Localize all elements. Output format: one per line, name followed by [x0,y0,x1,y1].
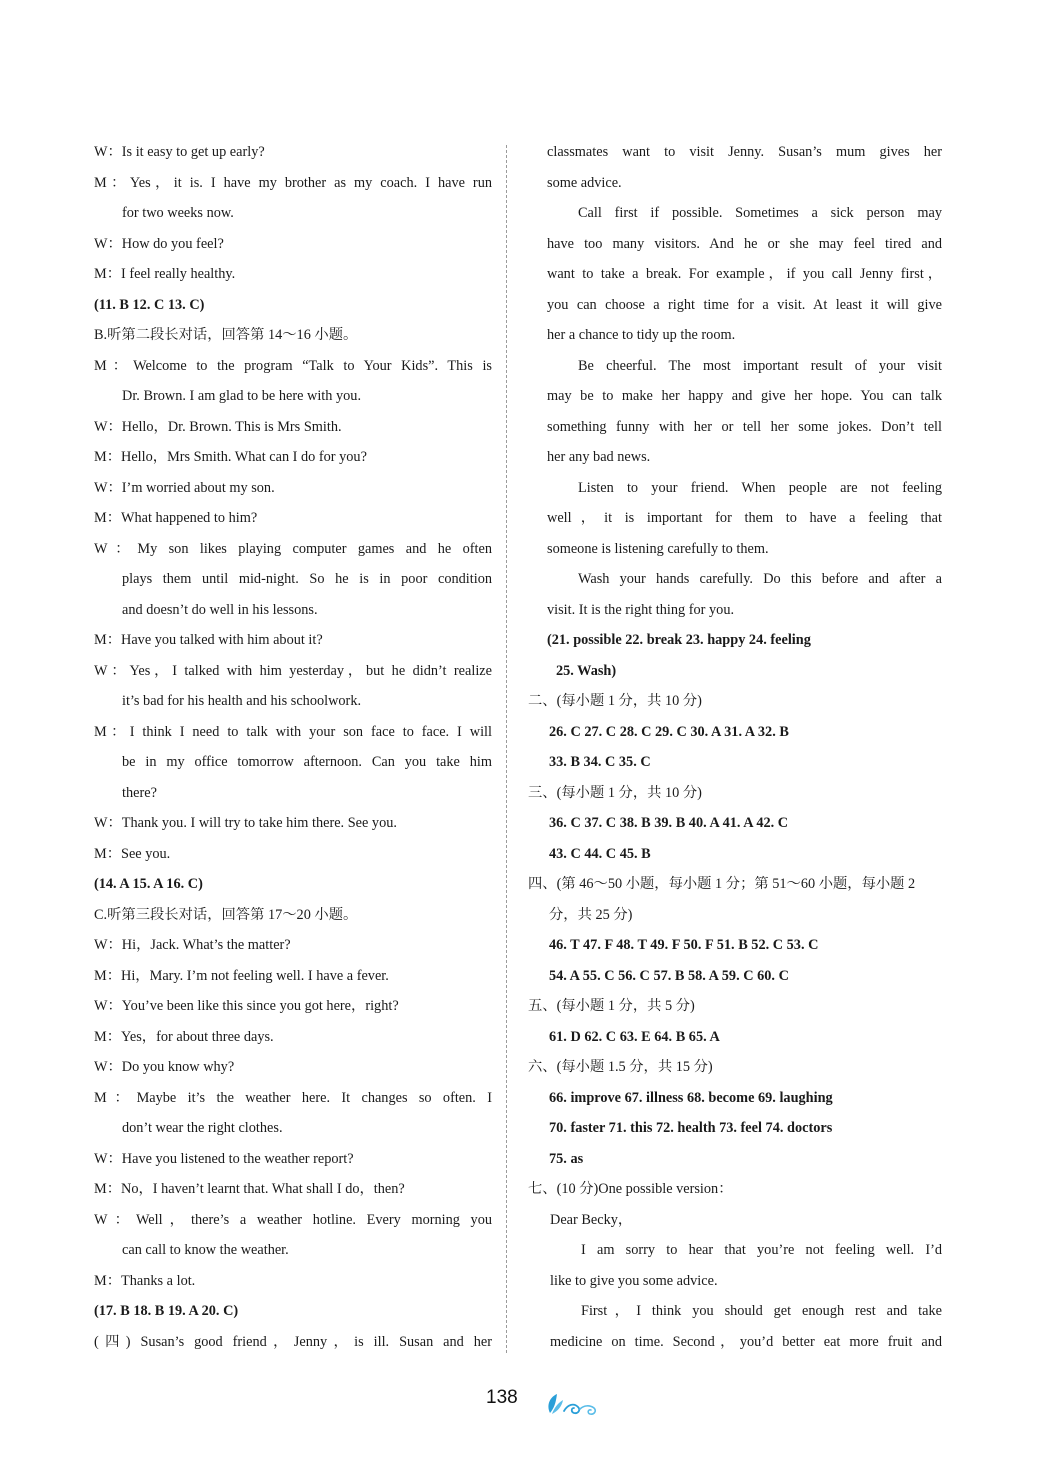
text-line: W：Do you know why? [94,1059,235,1075]
answer-line: 25. Wash) [556,662,617,679]
leaf-swirl-logo-icon [544,1391,606,1417]
text-line: you can choose a right time for a visit. At least it will give [547,296,942,313]
text-line: and doesn’t do well in his lessons. [122,601,318,618]
answer-line: 46. T 47. F 48. T 49. F 50. F 51. B 52. C 53. C [549,937,819,953]
text-line: I am sorry to hear that you’re not feeling well. I’d [581,1242,942,1258]
text-line: there? [122,784,157,801]
text-line: Listen to your friend. When people are not feeling [578,479,942,496]
text-line: want to take a break. For example，if you call Jenny first， [547,266,942,282]
text-line: Call first if possible. Sometimes a sick person may [578,205,942,221]
text-line: Be cheerful. The most important result of your visit [578,357,942,374]
text-line: W：Well，there’s a weather hotline. Every morning you [94,1211,492,1228]
text-line: M：Yes，for about three days. [94,1028,274,1045]
text-line: it’s bad for his health and his schoolwork. [122,693,362,709]
text-line: W：My son likes playing computer games and he often [94,540,492,557]
text-line: visit. It is the right thing for you. [547,601,735,618]
section-heading: B.听第二段长对话，回答第 14～16 小题。 [94,327,358,343]
section-heading: 七、(10 分)One possible version： [528,1181,733,1197]
text-line: plays them until mid-night. So he is in poor condition [122,571,492,587]
text-line: well，it is important for them to have a feeling that [547,510,942,526]
text-line: M：Hi，Mary. I’m not feeling well. I have a fever. [94,967,389,984]
text-line: W：Thank you. I will try to take him there. See you. [94,815,397,831]
text-line: medicine on time. Second，you’d better eat more fruit and [550,1333,942,1350]
text-line: W：Hello，Dr. Brown. This is Mrs Smith. [94,418,342,435]
text-line: can call to know the weather. [122,1242,289,1258]
text-line: M：Hello，Mrs Smith. What can I do for you? [94,449,367,465]
section-heading: C.听第三段长对话，回答第 17～20 小题。 [94,906,358,923]
text-line: M：Thanks a lot. [94,1272,196,1289]
text-line: M：Yes，it is. I have my brother as my coach. I have run [94,174,492,191]
text-line: M：Welcome to the program “Talk to Your Kids”. This is [94,357,492,374]
answer-line: 75. as [549,1150,584,1167]
answer-line: 61. D 62. C 63. E 64. B 65. A [549,1028,720,1045]
answer-line: 33. B 34. C 35. C [549,754,651,770]
text-line: like to give you some advice. [550,1272,718,1289]
section-heading: 六、(每小题 1.5 分，共 15 分) [528,1059,713,1075]
text-line: W：Yes，I talked with him yesterday，but he didn’t realize [94,662,492,679]
answer-line: 43. C 44. C 45. B [549,845,651,862]
text-line: M：Maybe it’s the weather here. It changes so often. I [94,1089,492,1106]
text-line: have too many visitors. And he or she may feel tired and [547,235,942,252]
text-line: W：Is it easy to get up early? [94,144,265,160]
answer-line: 54. A 55. C 56. C 57. B 58. A 59. C 60. C [549,967,789,984]
answer-line: (17. B 18. B 19. A 20. C) [94,1303,239,1319]
answer-line: 36. C 37. C 38. B 39. B 40. A 41. A 42. C [549,815,789,831]
text-line: M：See you. [94,845,171,862]
section-heading: 二、(每小题 1 分，共 10 分) [528,693,702,709]
answer-line: 70. faster 71. this 72. health 73. feel 74. doctors [549,1120,833,1136]
answer-line: 26. C 27. C 28. C 29. C 30. A 31. A 32. B [549,723,789,740]
text-line: may be to make her happy and give her hope. You can talk [547,388,942,404]
text-line: M：What happened to him? [94,510,258,526]
text-line: don’t wear the right clothes. [122,1120,283,1136]
text-line: W：You’ve been like this since you got here，right? [94,998,399,1014]
text-line: someone is listening carefully to them. [547,540,769,557]
text-line: classmates want to visit Jenny. Susan’s mum gives her [547,144,942,160]
text-line: be in my office tomorrow afternoon. Can you take him [122,754,492,770]
text-line: W：I’m worried about my son. [94,479,275,496]
text-line: Wash your hands carefully. Do this before and after a [578,571,942,587]
text-line: for two weeks now. [122,205,234,221]
text-line: some advice. [547,174,622,191]
page-number: 138 [486,1387,518,1408]
text-line: M：I feel really healthy. [94,266,236,282]
section-heading: 四、(第 46～50 小题，每小题 1 分；第 51～60 小题，每小题 2 [528,876,916,892]
text-line: M：Have you talked with him about it? [94,632,323,648]
text-line: Dear Becky， [550,1211,633,1228]
column-divider [506,145,507,1353]
left-column [94,137,492,1357]
text-line: Dr. Brown. I am glad to be here with you. [122,388,362,404]
text-line: First，I think you should get enough rest and take [581,1303,942,1319]
text-line: W：Hi，Jack. What’s the matter? [94,937,291,953]
text-line: (四) Susan’s good friend，Jenny，is ill. Susan and her [94,1333,492,1350]
text-line: her a chance to tidy up the room. [547,327,736,343]
section-heading: 三、(每小题 1 分，共 10 分) [528,784,702,801]
text-line: her any bad news. [547,449,651,465]
section-heading: 五、(每小题 1 分，共 5 分) [528,998,695,1014]
section-heading: 分，共 25 分) [549,906,633,923]
text-line: W：How do you feel? [94,235,224,252]
answer-line: 66. improve 67. illness 68. become 69. laughing [549,1089,833,1106]
answer-line: (14. A 15. A 16. C) [94,876,203,892]
text-line: something funny with her or tell her some jokes. Don’t tell [547,418,942,435]
text-line: M：I think I need to talk with your son face to face. I will [94,723,492,740]
answer-line: (21. possible 22. break 23. happy 24. feeling [547,632,811,648]
text-line: W：Have you listened to the weather report? [94,1150,354,1167]
text-line: M：No，I haven’t learnt that. What shall I do，then? [94,1181,405,1197]
right-column [528,137,942,1357]
answer-line: (11. B 12. C 13. C) [94,296,205,313]
